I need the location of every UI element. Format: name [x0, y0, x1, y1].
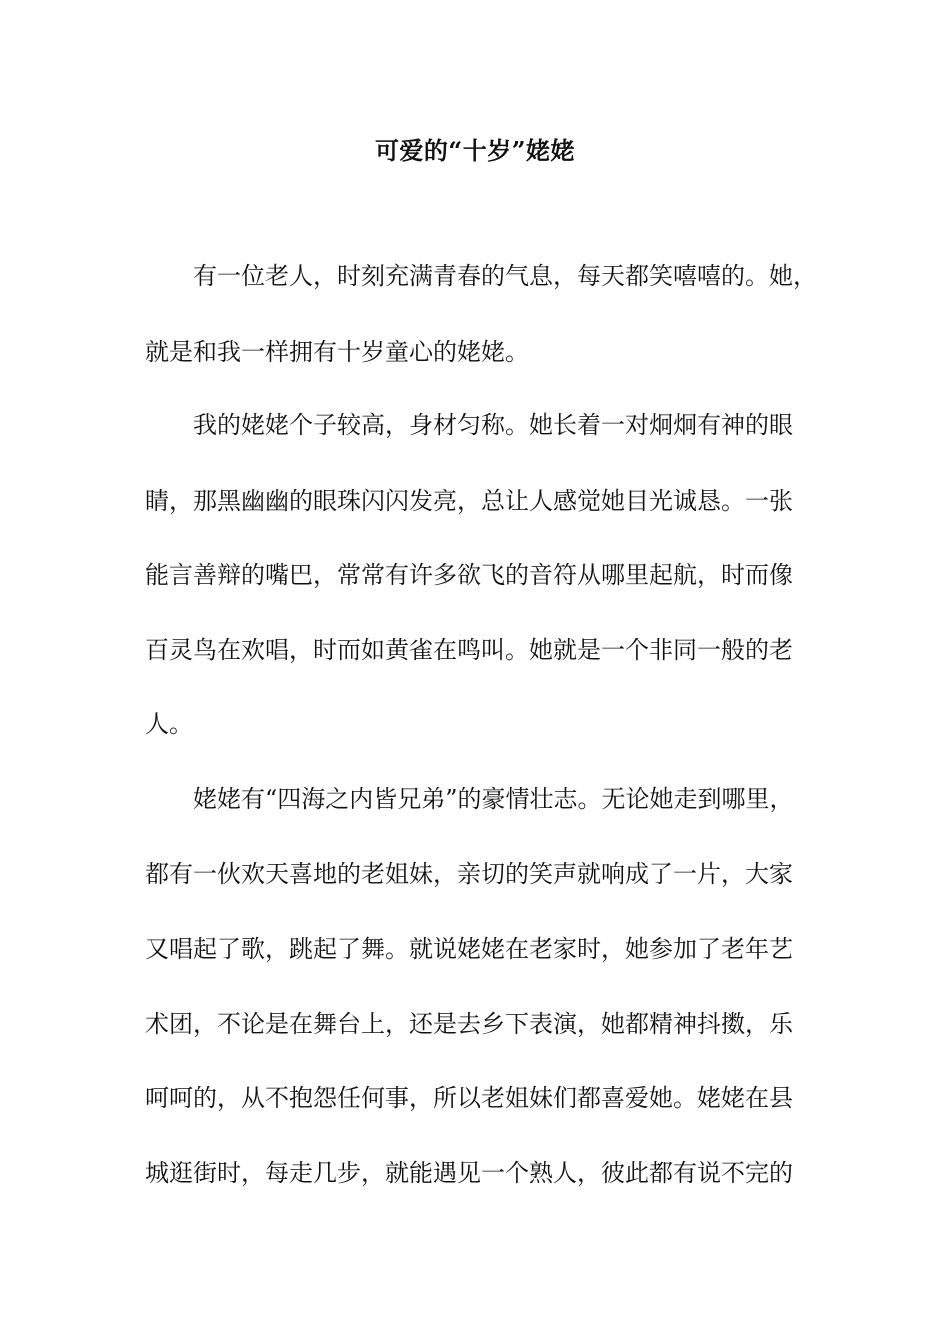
paragraph-line: 又唱起了歌，跳起了舞。就说姥姥在老家时，她参加了老年艺: [145, 935, 793, 963]
paragraph-line: 城逛街时，每走几步，就能遇见一个熟人，彼此都有说不完的: [145, 1159, 793, 1187]
paragraph-line: 就是和我一样拥有十岁童心的姥姥。: [145, 338, 529, 366]
paragraph-line: 有一位老人，时刻充满青春的气息，每天都笑嘻嘻的。她，: [193, 262, 817, 290]
paragraph-line: 人。: [145, 710, 193, 738]
paragraph-line: 睛，那黑幽幽的眼珠闪闪发亮，总让人感觉她目光诚恳。一张: [145, 487, 793, 515]
paragraph-line: 能言善辩的嘴巴，常常有许多欲飞的音符从哪里起航，时而像: [145, 561, 793, 589]
document-title: 可爱的“十岁”姥姥: [374, 136, 576, 165]
paragraph-line: 都有一伙欢天喜地的老姐妹，亲切的笑声就响成了一片，大家: [145, 860, 793, 888]
paragraph-line: 呵呵的，从不抱怨任何事，所以老姐妹们都喜爱她。姥姥在县: [145, 1084, 793, 1112]
paragraph-line: 姥姥有“四海之内皆兄弟”的豪情壮志。无论她走到哪里，: [193, 785, 794, 813]
paragraph-line: 术团，不论是在舞台上，还是去乡下表演，她都精神抖擞，乐: [145, 1010, 793, 1038]
paragraph-line: 我的姥姥个子较高，身材匀称。她长着一对炯炯有神的眼: [193, 411, 793, 439]
paragraph-line: 百灵鸟在欢唱，时而如黄雀在鸣叫。她就是一个非同一般的老: [145, 636, 793, 664]
